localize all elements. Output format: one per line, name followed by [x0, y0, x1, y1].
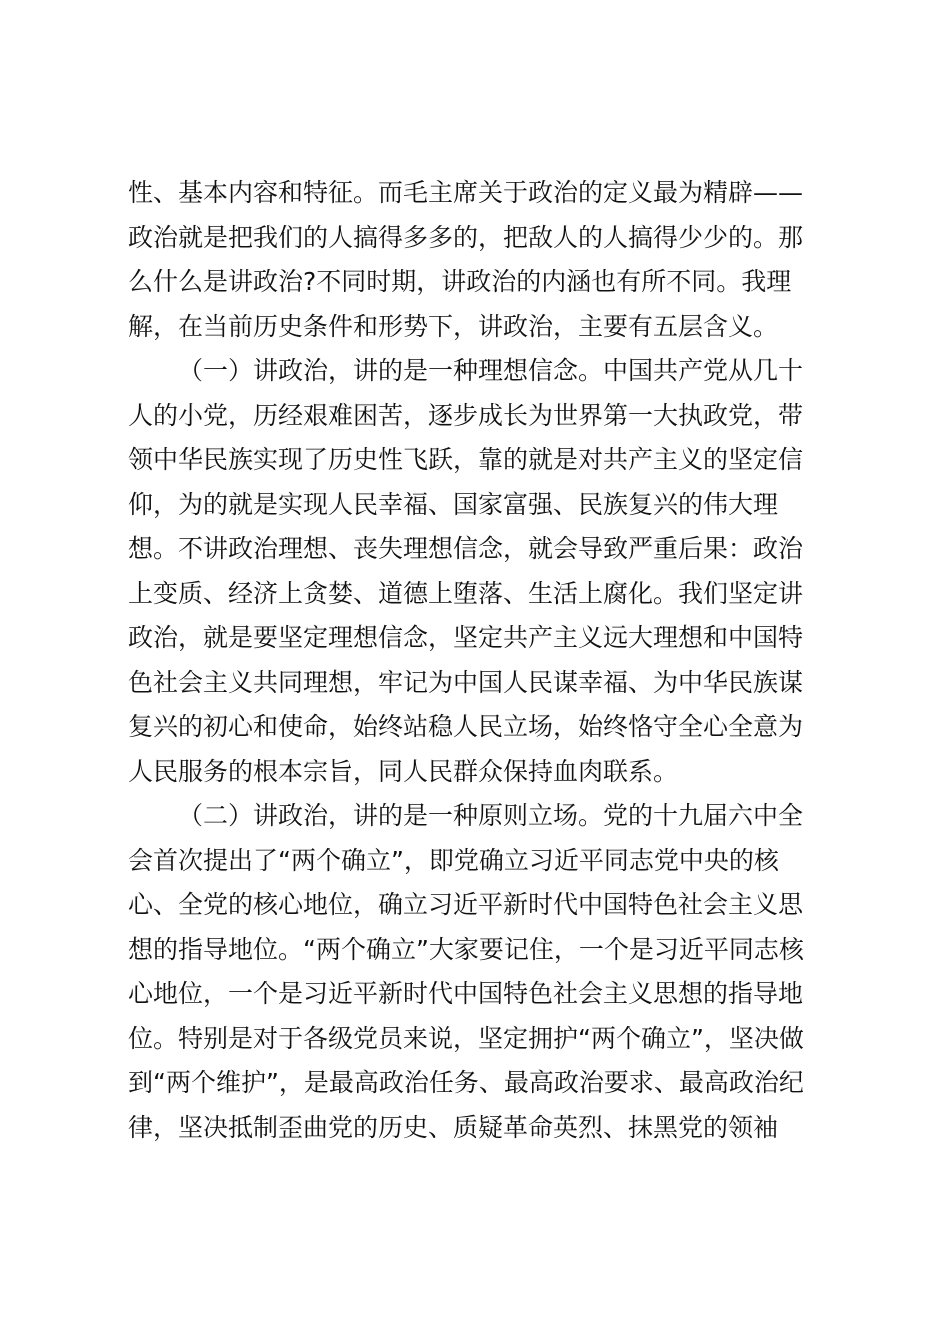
text-line: 解，在当前历史条件和形势下，讲政治，主要有五层含义。 — [128, 311, 779, 341]
text-line: 到“两个维护”，是最高政治任务、最高政治要求、最高政治纪 — [128, 1068, 804, 1097]
section-heading-line: （二）讲政治，讲的是一种原则立场。党的十九届六中全 — [178, 801, 804, 830]
text-line: 心地位，一个是习近平新时代中国特色社会主义思想的指导地 — [128, 979, 804, 1008]
body-text — [128, 171, 823, 1150]
text-line: 上变质、经济上贪婪、道德上堕落、生活上腐化。我们坚定讲 — [128, 578, 804, 608]
text-line: 心、全党的核心地位，确立习近平新时代中国特色社会主义思 — [128, 890, 804, 919]
text-line: 律，坚决抵制歪曲党的历史、质疑革命英烈、抹黑党的领袖 — [128, 1112, 779, 1142]
text-line: 领中华民族实现了历史性飞跃，靠的就是对共产主义的坚定信 — [128, 445, 804, 474]
text-line: 仰，为的就是实现人民幸福、国家富强、民族复兴的伟大理 — [128, 489, 779, 519]
text-line: 复兴的初心和使命，始终站稳人民立场，始终恪守全心全意为 — [128, 712, 804, 741]
text-line: 政治就是把我们的人搞得多多的，把敌人的人搞得少少的。那 — [128, 222, 804, 252]
text-line: 色社会主义共同理想，牢记为中国人民谋幸福、为中华民族谋 — [128, 667, 804, 697]
text-line: 人民服务的根本宗旨，同人民群众保持血肉联系。 — [128, 756, 679, 786]
text-line: 想的指导地位。“两个确立”大家要记住，一个是习近平同志核 — [128, 934, 804, 964]
text-line: 么什么是讲政治?不同时期，讲政治的内涵也有所不同。我理 — [128, 267, 792, 296]
text-line: 会首次提出了“两个确立”，即党确立习近平同志党中央的核 — [128, 845, 779, 875]
text-line: 人的小党，历经艰难困苦，逐步成长为世界第一大执政党，带 — [128, 400, 804, 430]
text-line: 性、基本内容和特征。而毛主席关于政治的定义最为精辟—— — [128, 178, 804, 207]
text-line: 想。不讲政治理想、丧失理想信念，就会导致严重后果：政治 — [128, 534, 804, 563]
text-line: 政治，就是要坚定理想信念，坚定共产主义远大理想和中国特 — [128, 623, 804, 652]
text-line: 位。特别是对于各级党员来说，坚定拥护“两个确立”，坚决做 — [128, 1023, 804, 1053]
section-heading-line: （一）讲政治，讲的是一种理想信念。中国共产党从几十 — [178, 356, 804, 385]
